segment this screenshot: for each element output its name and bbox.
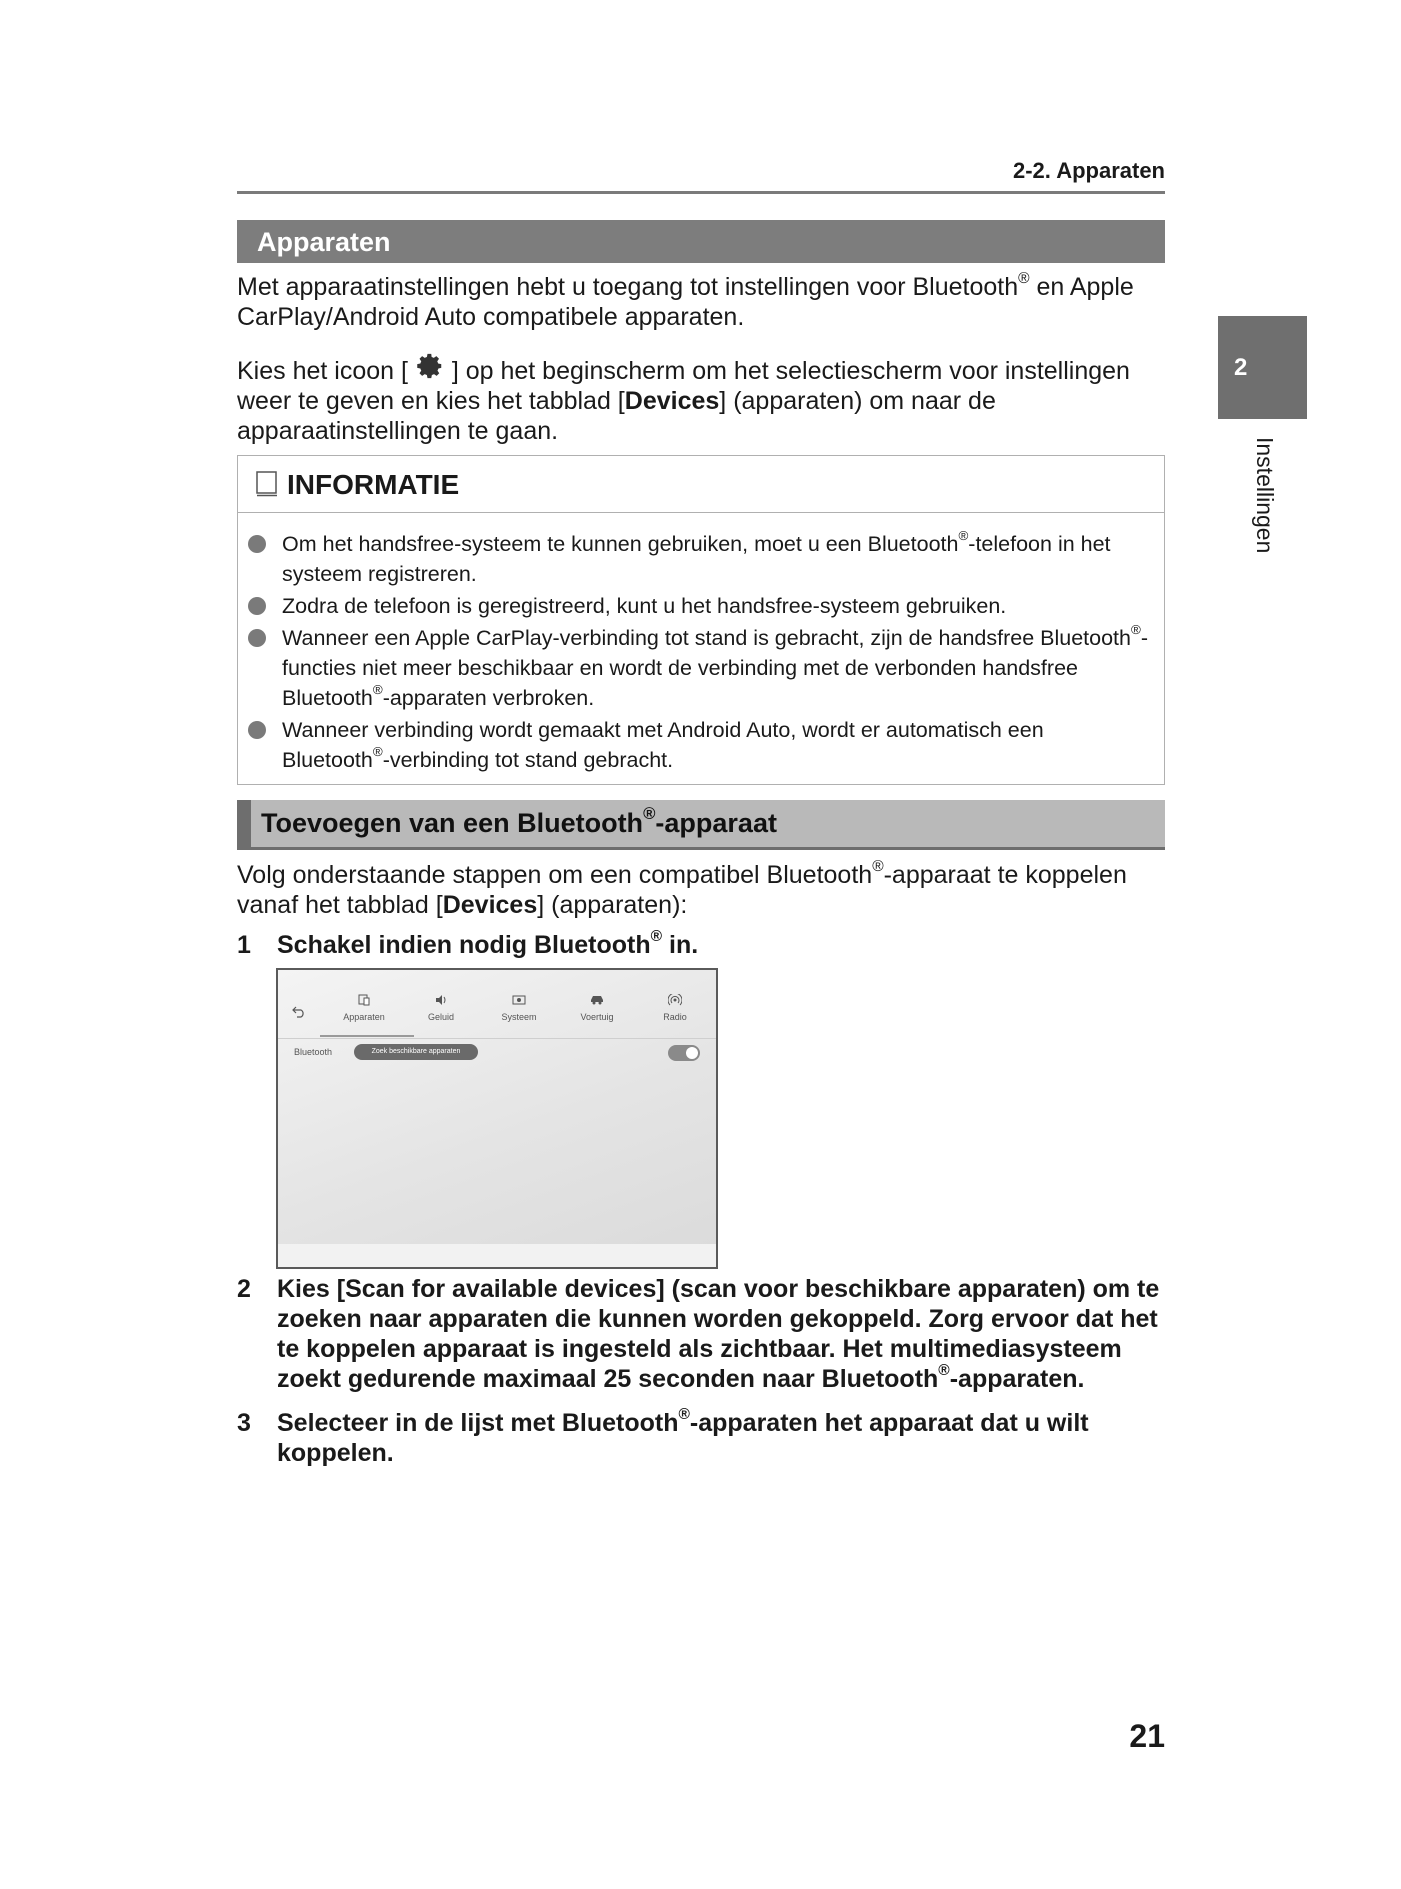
- system-icon: [512, 994, 526, 1006]
- devices-icon: [357, 994, 371, 1006]
- step-text: Selecteer in de lijst met Bluetooth®-apparaten het apparaat dat u wilt koppelen.: [277, 1405, 1089, 1467]
- list-item: Om het handsfree-systeem te kunnen gebruiken, moet u een Bluetooth®-telefoon in het systeem registreren.: [248, 529, 1148, 589]
- subsection-title: Toevoegen van een Bluetooth®-apparaat: [261, 803, 777, 838]
- info-header: [238, 456, 1164, 513]
- active-tab-indicator: [320, 1035, 414, 1037]
- scan-devices-button[interactable]: Zoek beschikbare apparaten: [354, 1044, 478, 1060]
- toggle-knob: [686, 1047, 698, 1059]
- info-title: INFORMATIE: [287, 469, 460, 500]
- tab-radio[interactable]: Radio: [640, 994, 710, 1022]
- step-number: 2: [237, 1275, 251, 1303]
- step-text: Schakel indien nodig Bluetooth® in.: [277, 927, 699, 959]
- header-rule: [237, 191, 1165, 194]
- subsection-accent: [237, 800, 251, 847]
- settings-screenshot: [276, 968, 718, 1269]
- page-number: 21: [1129, 1718, 1165, 1754]
- tab-geluid[interactable]: Geluid: [406, 994, 476, 1022]
- list-item: Wanneer verbinding wordt gemaakt met Android Auto, wordt er automatisch een Bluetooth®-verbinding tot stand gebracht.: [248, 715, 1148, 775]
- tab-systeem[interactable]: Systeem: [484, 994, 554, 1022]
- section-title: Apparaten: [257, 227, 391, 257]
- subsection-intro: Volg onderstaande stappen om een compatibel Bluetooth®-apparaat te koppelen vanaf het tabblad [Devices] (apparaten):: [237, 857, 1127, 919]
- back-arrow-icon: [292, 1006, 306, 1018]
- info-bullet-list: [248, 529, 1148, 777]
- bullet-dot-icon: [248, 721, 266, 739]
- tab-voertuig[interactable]: Voertuig: [562, 994, 632, 1022]
- step-2: [237, 1274, 1172, 1398]
- car-icon: [590, 994, 604, 1006]
- info-box: [237, 455, 1165, 785]
- book-icon: [256, 471, 278, 497]
- step-3: [237, 1405, 1172, 1472]
- gear-icon: [415, 351, 445, 381]
- step-number: 3: [237, 1409, 251, 1437]
- intro-paragraph-1: Met apparaatinstellingen hebt u toegang tot instellingen voor Bluetooth® en Apple CarPlay/Android Auto compatibele apparaten.: [237, 269, 1134, 331]
- bluetooth-toggle[interactable]: [668, 1045, 700, 1061]
- step-number: 1: [237, 931, 251, 959]
- step-1: [237, 927, 1172, 964]
- section-bar: [237, 220, 1165, 263]
- list-item: Zodra de telefoon is geregistreerd, kunt u het handsfree-systeem gebruiken.: [248, 591, 1148, 621]
- running-head: 2-2. Apparaten: [1012, 158, 1165, 183]
- screen-divider: [278, 1038, 716, 1039]
- bullet-dot-icon: [248, 535, 266, 553]
- list-item: Wanneer een Apple CarPlay-verbinding tot stand is gebracht, zijn de handsfree Bluetooth®-functies niet meer beschikbaar en wordt de verbinding met de verbonden handsfree Bluetooth®-apparaten verbroken.: [248, 623, 1148, 713]
- subsection-bar: [237, 800, 1165, 850]
- chapter-number: 2: [1234, 354, 1248, 381]
- screen-bottom-band: [278, 1244, 716, 1267]
- speaker-icon: [434, 994, 448, 1006]
- bluetooth-label: Bluetooth: [294, 1047, 333, 1057]
- bullet-dot-icon: [248, 629, 266, 647]
- intro-paragraph-2: Kies het icoon [ ] op het beginscherm om het selectiescherm voor instellingen weer te geven en kies het tabblad [Devices] (apparaten) om naar de apparaatinstellingen te gaan.: [237, 351, 1172, 446]
- chapter-label: Instellingen: [1252, 437, 1278, 554]
- step-text: Kies [Scan for available devices] (scan voor beschikbare apparaten) om te zoeken naar apparaten die kunnen worden gekoppeld. Zorg ervoor dat het te koppelen apparaat is ingesteld als zichtbaar. Het multimediasysteem zoekt gedurende maximaal 25 seconden naar Bluetooth®-apparaten.: [277, 1275, 1160, 1393]
- radio-icon: [668, 994, 682, 1006]
- chapter-tab: [1218, 316, 1307, 419]
- tab-apparaten[interactable]: Apparaten: [329, 994, 399, 1022]
- bullet-dot-icon: [248, 597, 266, 615]
